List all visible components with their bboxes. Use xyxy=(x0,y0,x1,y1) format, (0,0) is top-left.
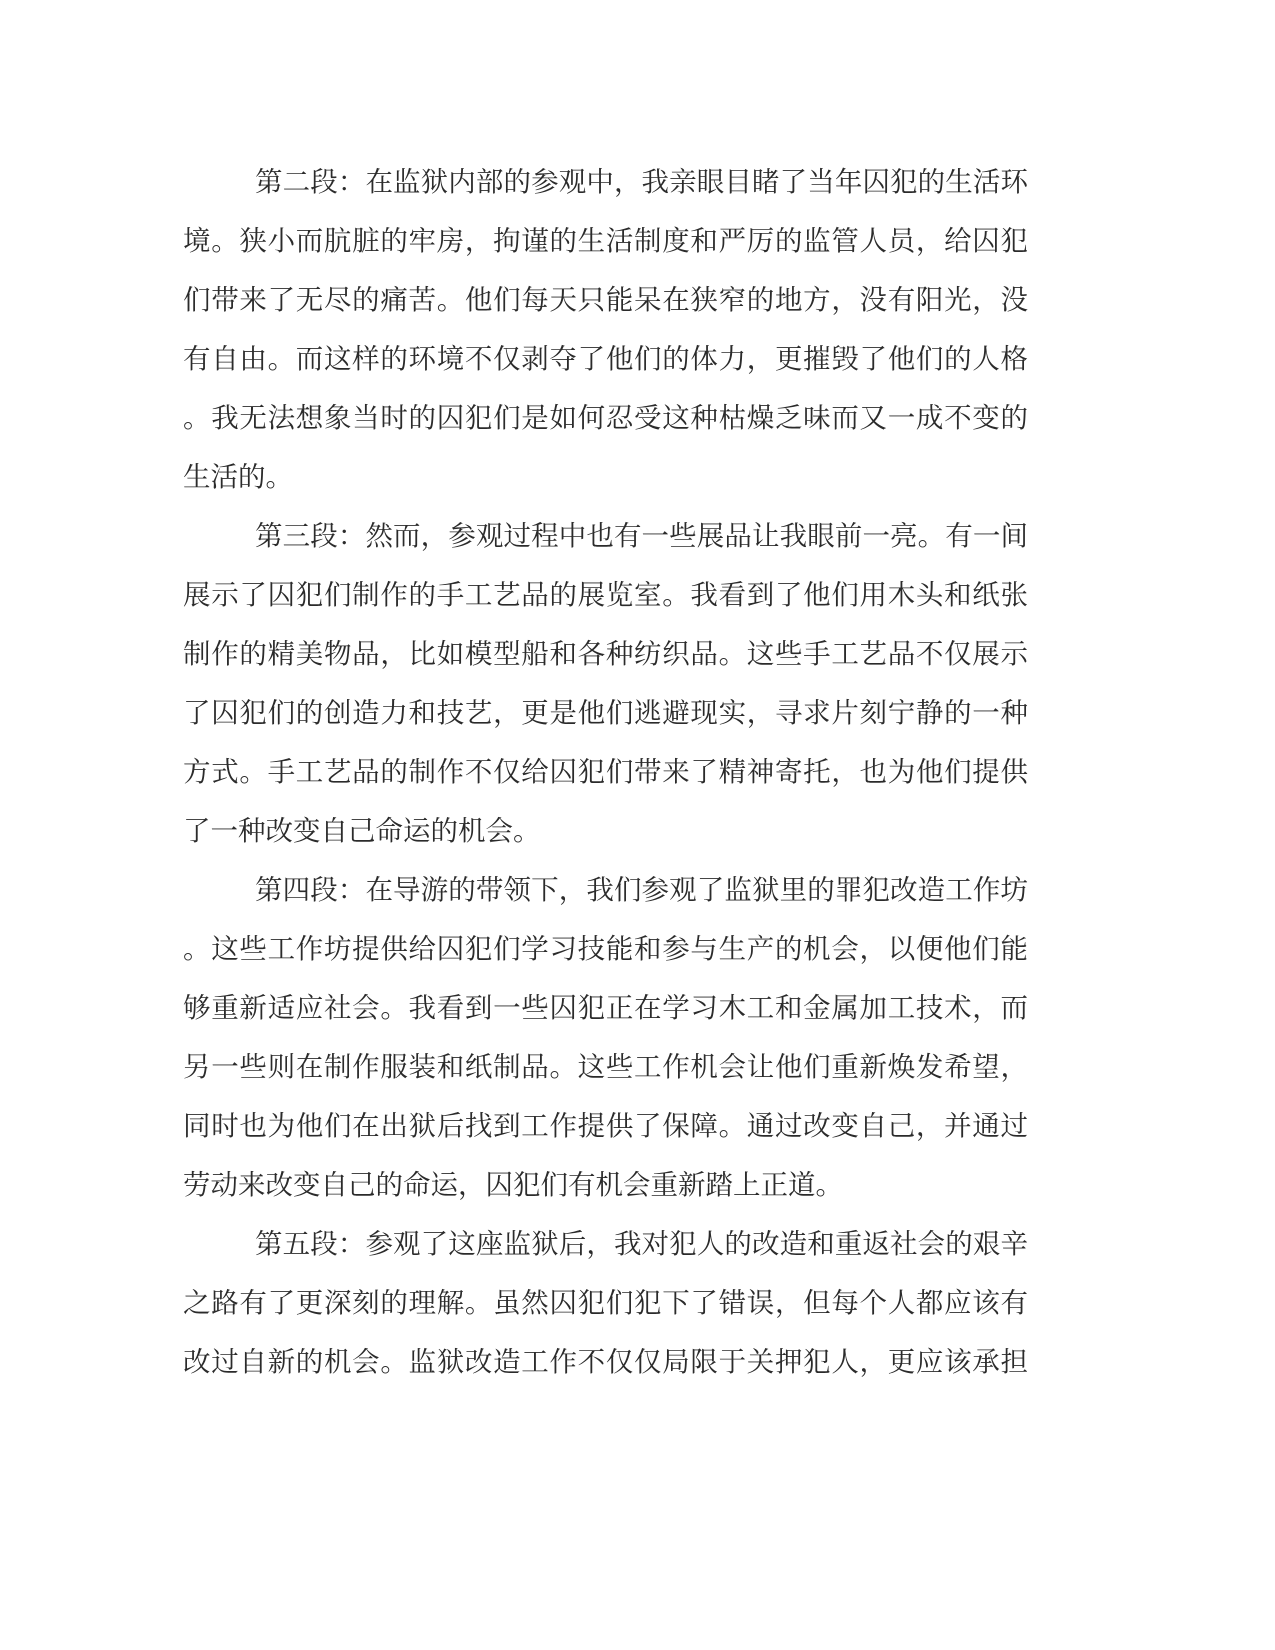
text-line: 第三段：然而，参观过程中也有一些展品让我眼前一亮。有一间 xyxy=(255,520,1028,552)
paragraph-5 xyxy=(183,1224,1043,1401)
text-line: 有自由。而这样的环境不仅剥夺了他们的体力，更摧毁了他们的人格 xyxy=(183,343,1028,375)
text-line: 第五段：参观了这座监狱后，我对犯人的改造和重返社会的艰辛 xyxy=(255,1228,1028,1260)
paragraph-2 xyxy=(183,162,1043,516)
text-line: 制作的精美物品，比如模型船和各种纺织品。这些手工艺品不仅展示 xyxy=(183,638,1028,670)
text-line: 之路有了更深刻的理解。虽然囚犯们犯下了错误，但每个人都应该有 xyxy=(183,1287,1028,1319)
text-line: 境。狭小而肮脏的牢房，拘谨的生活制度和严厉的监管人员，给囚犯 xyxy=(183,225,1028,257)
text-line: 够重新适应社会。我看到一些囚犯正在学习木工和金属加工技术，而 xyxy=(183,992,1028,1024)
text-line: 。我无法想象当时的囚犯们是如何忍受这种枯燥乏味而又一成不变的 xyxy=(183,402,1028,434)
text-line: 们带来了无尽的痛苦。他们每天只能呆在狭窄的地方，没有阳光，没 xyxy=(183,284,1028,316)
paragraph-3 xyxy=(183,516,1043,870)
text-line: 第二段：在监狱内部的参观中，我亲眼目睹了当年囚犯的生活环 xyxy=(255,166,1028,198)
text-line: 展示了囚犯们制作的手工艺品的展览室。我看到了他们用木头和纸张 xyxy=(183,579,1028,611)
text-line: 劳动来改变自己的命运，囚犯们有机会重新踏上正道。 xyxy=(183,1169,843,1201)
paragraph-4 xyxy=(183,870,1043,1224)
text-line: 方式。手工艺品的制作不仅给囚犯们带来了精神寄托，也为他们提供 xyxy=(183,756,1028,788)
text-line: 了一种改变自己命运的机会。 xyxy=(183,815,541,847)
text-line: 另一些则在制作服装和纸制品。这些工作机会让他们重新焕发希望， xyxy=(183,1051,1028,1083)
text-line: 了囚犯们的创造力和技艺，更是他们逃避现实，寻求片刻宁静的一种 xyxy=(183,697,1028,729)
text-line: 同时也为他们在出狱后找到工作提供了保障。通过改变自己，并通过 xyxy=(183,1110,1028,1142)
text-line: 。这些工作坊提供给囚犯们学习技能和参与生产的机会，以便他们能 xyxy=(183,933,1028,965)
text-line: 生活的。 xyxy=(183,461,293,493)
document-body xyxy=(183,162,1043,1401)
text-line: 改过自新的机会。监狱改造工作不仅仅局限于关押犯人，更应该承担 xyxy=(183,1346,1028,1378)
text-line: 第四段：在导游的带领下，我们参观了监狱里的罪犯改造工作坊 xyxy=(255,874,1028,906)
